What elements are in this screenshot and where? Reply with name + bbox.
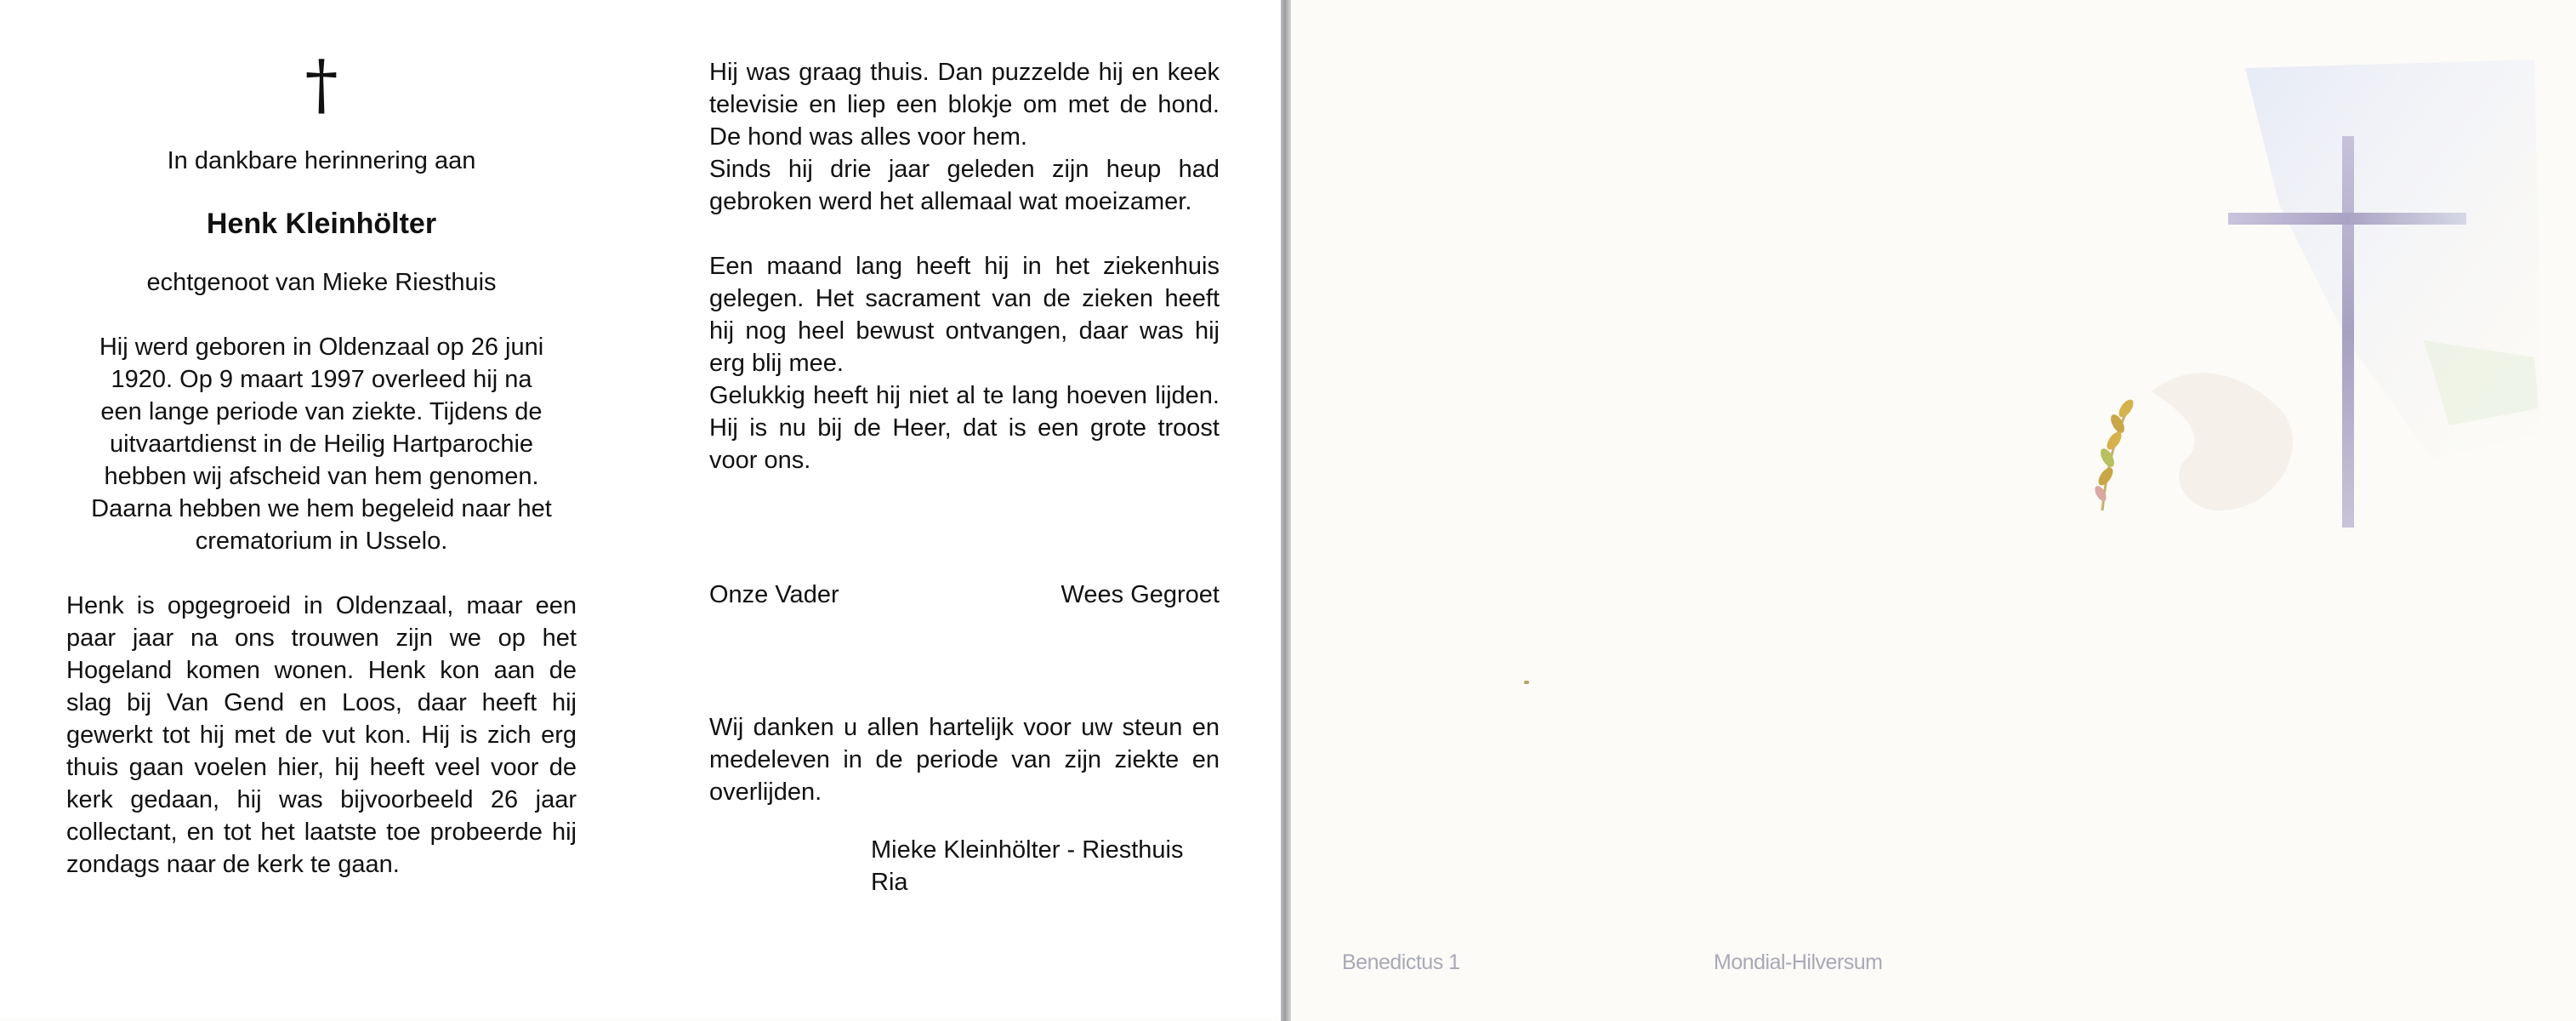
- card-fold: [1281, 0, 1291, 1021]
- birth-line: een lange periode van ziekte. Tijdens de: [100, 398, 543, 425]
- design-code: Benedictus 1: [1342, 950, 1460, 974]
- birth-line: 1920. Op 9 maart 1997 overleed hij na: [111, 366, 532, 393]
- birth-line: Daarna hebben we hem begeleid naar het: [91, 495, 552, 522]
- home-paragraph: Hij was graag thuis. Dan puzzelde hij en keek televisie en liep een blokje om met de hond. De hond was alles voor hem.: [709, 59, 1220, 151]
- paper-speck: [1524, 681, 1529, 684]
- signature-line: Ria: [871, 869, 908, 896]
- thanks-paragraph: Wij danken u allen hartelijk voor uw steun en medeleven in de periode van zijn ziekte en overlijden.: [709, 714, 1220, 806]
- cross-wheat-artwork: [2024, 34, 2551, 562]
- birth-line: crematorium in Usselo.: [195, 528, 448, 555]
- prayer-our-father: Onze Vader: [709, 581, 839, 608]
- deceased-name: Henk Kleinhölter: [206, 208, 437, 240]
- prayers-row: [709, 579, 1220, 611]
- cross-icon: †: [304, 47, 338, 123]
- spouse-text: echtgenoot van Mieke Riesthuis: [146, 269, 497, 296]
- hospital-paragraph: Een maand lang heeft hij in het ziekenhuis gelegen. Het sacrament van de zieken heeft hij nog heel bewust ontvangen, daar was hij erg blij mee.: [709, 253, 1220, 377]
- birth-line: Hij werd geboren in Oldenzaal op 26 juni: [99, 334, 544, 361]
- signature-block: [871, 834, 1220, 898]
- signature-line: Mieke Kleinhölter - Riesthuis: [871, 836, 1184, 864]
- cross-vertical: [2342, 136, 2354, 528]
- happy-paragraph: Gelukkig heeft hij niet al te lang hoeven lijden. Hij is nu bij de Heer, dat is een grote troost voor ons.: [709, 382, 1220, 474]
- wheat-icon: [2093, 397, 2136, 510]
- left-column: [66, 47, 577, 881]
- middle-column: [709, 56, 1220, 898]
- prayer-hail-mary: Wees Gegroet: [1061, 581, 1220, 608]
- life-paragraph: Henk is opgegroeid in Oldenzaal, maar een paar jaar na ons trouwen zijn we op het Hogeland komen wonen. Henk kon aan de slag bij Van Gend en Loos, daar heeft hij gewerkt tot hij met de vut kon. Hij is zich erg thuis gaan voelen hier, hij heeft veel voor de kerk gedaan, hij was bijvoorbeeld 26 jaar collectant, en tot het laatste toe probeerde hij zondags naar de kerk te gaan.: [66, 592, 577, 878]
- printer-name: Mondial-Hilversum: [1714, 950, 1883, 974]
- dove-shape: [2152, 373, 2293, 510]
- intro-text: In dankbare herinnering aan: [167, 147, 476, 174]
- inside-spread: [0, 0, 1281, 1018]
- birth-line: hebben wij afscheid van hem genomen.: [104, 463, 539, 490]
- cross-horizontal: [2228, 213, 2466, 225]
- hip-paragraph: Sinds hij drie jaar geleden zijn heup had gebroken werd het allemaal wat moeizamer.: [709, 156, 1220, 215]
- birth-line: uitvaartdienst in de Heilig Hartparochie: [109, 431, 534, 458]
- birth-paragraph: [66, 331, 577, 557]
